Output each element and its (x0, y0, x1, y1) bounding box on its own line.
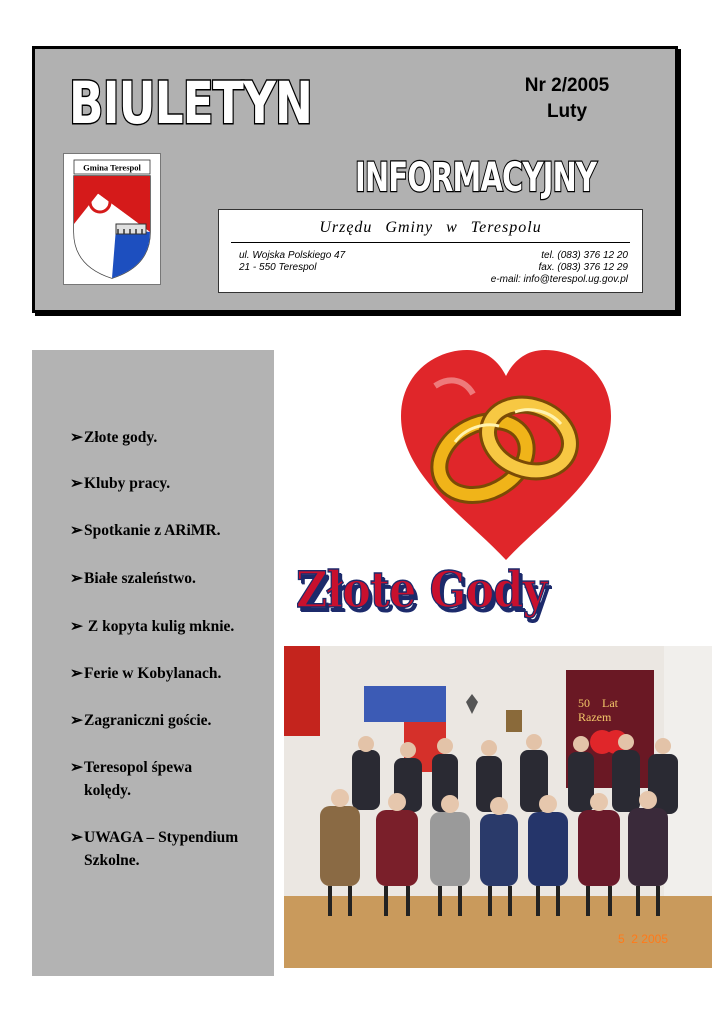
masthead-title: BIULETYN (69, 69, 313, 137)
arrowhead-bullet-icon: ➢ (70, 712, 83, 729)
gmina-crest-icon (63, 153, 161, 285)
group-photo-image (284, 646, 712, 968)
contents-item[interactable]: ➢Zagraniczni goście. (70, 709, 270, 732)
group-photo (284, 646, 712, 968)
issue-info (507, 73, 627, 125)
fax: fax. (083) 376 12 29 (538, 262, 628, 273)
address-street: ul. Wojska Polskiego 47 (239, 250, 346, 261)
arrowhead-bullet-icon: ➢ (70, 429, 83, 446)
office-divider (231, 242, 630, 243)
telephone: tel. (083) 376 12 20 (541, 250, 628, 261)
postal-address (239, 250, 345, 274)
arrowhead-bullet-icon: ➢ (70, 829, 83, 846)
crest-label: Gmina Terespol (83, 162, 141, 173)
arrowhead-bullet-icon: ➢ (70, 665, 83, 682)
masthead (32, 46, 678, 313)
contents-item[interactable]: ➢UWAGA – Stypendium Szkolne. (70, 826, 270, 872)
office-name: Urzędu Gminy w Terespolu (319, 219, 542, 236)
masthead-subtitle: INFORMACYJNY (355, 155, 597, 201)
contact-details (491, 250, 628, 286)
address-city: 21 - 550 Terespol (239, 262, 317, 273)
contents-item[interactable]: ➢Kluby pracy. (70, 472, 270, 495)
arrowhead-bullet-icon: ➢ (70, 759, 83, 776)
arrowhead-bullet-icon: ➢ (70, 522, 83, 539)
arrowhead-bullet-icon: ➢ (70, 570, 83, 587)
heart-rings-illustration (395, 346, 617, 566)
contents-item[interactable]: ➢Spotkanie z ARiMR. (70, 519, 270, 542)
arrowhead-bullet-icon: ➢ (70, 618, 83, 635)
photo-date-stamp: 5 2 2005 (617, 932, 668, 946)
contents-item[interactable]: ➢Teresopol śpewa kolędy. (70, 756, 270, 802)
photo-banner-text: 50 Lat Razem (578, 696, 618, 724)
contents-item[interactable]: ➢Ferie w Kobylanach. (70, 662, 270, 685)
contents-item[interactable]: ➢Białe szaleństwo. (70, 567, 270, 590)
feature-headline: Złote Gody (296, 560, 547, 619)
contents-item[interactable]: ➢Złote gody. (70, 426, 270, 449)
contents-item[interactable]: ➢ Z kopyta kulig mknie. (70, 615, 270, 638)
issue-month: Luty (546, 101, 588, 122)
issue-number: Nr 2/2005 (524, 75, 610, 96)
contents-sidebar (32, 350, 274, 976)
office-contact-box (218, 209, 643, 293)
email-link[interactable]: e-mail: info@terespol.ug.gov.pl (490, 274, 628, 285)
arrowhead-bullet-icon: ➢ (70, 475, 83, 492)
